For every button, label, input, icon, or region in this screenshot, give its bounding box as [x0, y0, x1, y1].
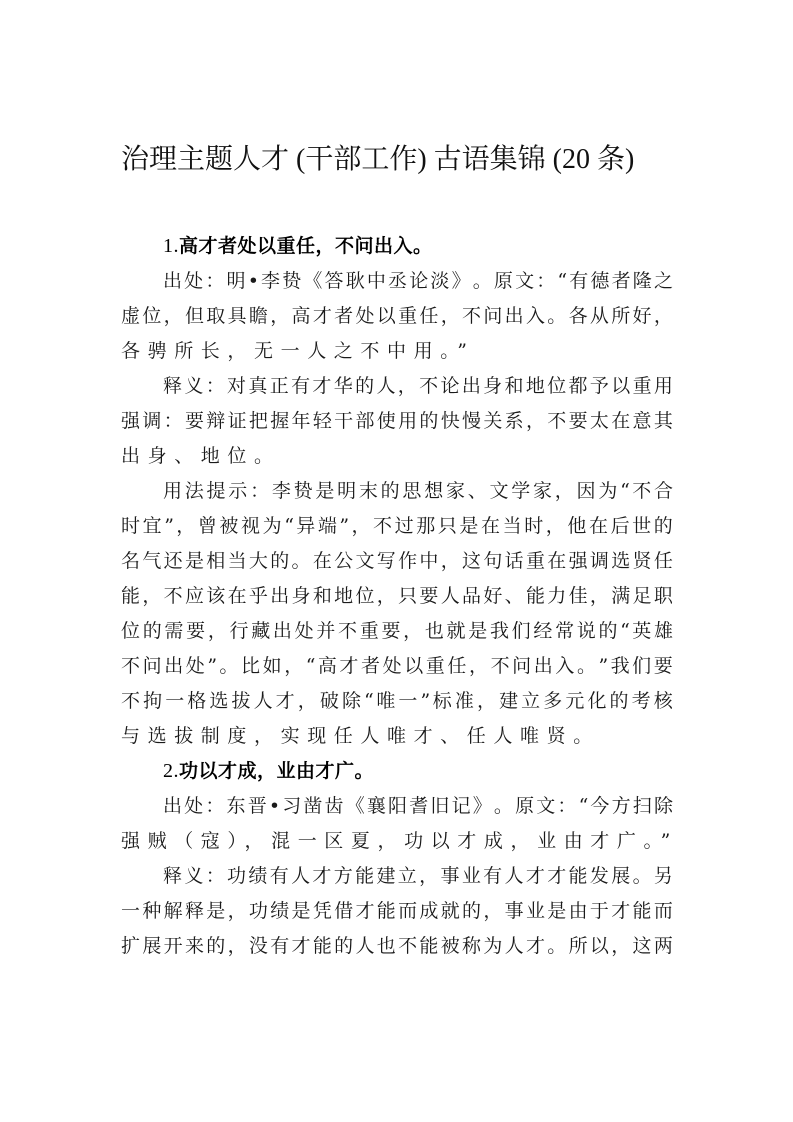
- item-2-source-line: 出 处 ： 东 晋 • 习 凿 齿 《 襄 阳 耆 旧 记 》 。 原 文 ： “ 今 方 扫 除: [163, 795, 673, 817]
- item-1-usage-line: 不 拘 一 格 选 拔 人 才 ， 破 除 “ 唯 一 ” 标 准 ， 建 立 多 元 化 的 考 核: [121, 690, 673, 712]
- item-1-heading-text: 高才者处以重任，不问出入。: [179, 235, 433, 257]
- item-1-meaning-line: 释 义 ： 对 真 正 有 才 华 的 人 ， 不 论 出 身 和 地 位 都 予 以 重 用: [163, 375, 673, 397]
- item-2-meaning-line: 扩 展 开 来 的 ， 没 有 才 能 的 人 也 不 能 被 称 为 人 才 。 所 以 ， 这 两: [121, 935, 673, 957]
- item-1-source-line: 虚 位 ， 但 取 具 瞻 ， 高 才 者 处 以 重 任 ， 不 问 出 入 。 各 从 所 好 ，: [121, 305, 673, 327]
- item-1-usage-line: 时 宜 ” ， 曾 被 视 为 “ 异 端 ” ， 不 过 那 只 是 在 当 时 ， 他 在 后 世 的: [121, 515, 673, 537]
- item-1-meaning-line: 出身、地位。: [121, 445, 281, 467]
- item-1-number: 1.: [163, 235, 179, 257]
- item-2-number: 2.: [163, 760, 179, 782]
- item-1-usage-line: 名 气 还 是 相 当 大 的 。 在 公 文 写 作 中 ， 这 句 话 重 在 强 调 选 贤 任: [121, 550, 673, 572]
- item-2-source-line: 强贼（寇），混一区夏，功以才成，业由才广。”: [121, 830, 678, 852]
- item-1-heading: [121, 229, 673, 264]
- item-2-heading: [121, 754, 673, 789]
- item-2-heading-text: 功以才成，业由才广。: [179, 760, 375, 782]
- item-1-usage-line: 位 的 需 要 ， 行 藏 出 处 并 不 重 要 ， 也 就 是 我 们 经 常 说 的 “ 英 雄: [121, 620, 673, 642]
- document-title: 治理主题人才 (干部工作) 古语集锦 (20 条): [121, 144, 635, 175]
- item-1-usage-line: 与选拔制度，实现任人唯才、任人唯贤。: [121, 725, 600, 747]
- item-2-meaning-line: 一 种 解 释 是 ， 功 绩 是 凭 借 才 能 而 成 就 的 ， 事 业 是 由 于 才 能 而: [121, 900, 673, 922]
- item-1-source-line: 出 处 ： 明 • 李 贽 《 答 耿 中 丞 论 淡 》 。 原 文 ： “ 有 德 者 隆 之: [163, 270, 673, 292]
- item-2-meaning-line: 释 义 ： 功 绩 有 人 才 方 能 建 立 ， 事 业 有 人 才 才 能 发 展 。 另: [163, 865, 673, 887]
- document-body: [121, 229, 678, 964]
- item-1-usage-line: 不 问 出 处 ” 。 比 如 ， “ 高 才 者 处 以 重 任 ， 不 问 出 入 。 ” 我 们 要: [121, 655, 673, 677]
- item-1-usage-line: 用 法 提 示 ： 李 贽 是 明 末 的 思 想 家 、 文 学 家 ， 因 为 “ 不 合: [163, 480, 673, 502]
- item-1-source-line: 各骋所长，无一人之不中用。”: [121, 340, 475, 362]
- item-1-usage-line: 能 ， 不 应 该 在 乎 出 身 和 地 位 ， 只 要 人 品 好 、 能 力 佳 ， 满 足 职: [121, 585, 673, 607]
- item-1-meaning-line: 强 调 ： 要 辩 证 把 握 年 轻 干 部 使 用 的 快 慢 关 系 ， 不 要 太 在 意 其: [121, 410, 673, 432]
